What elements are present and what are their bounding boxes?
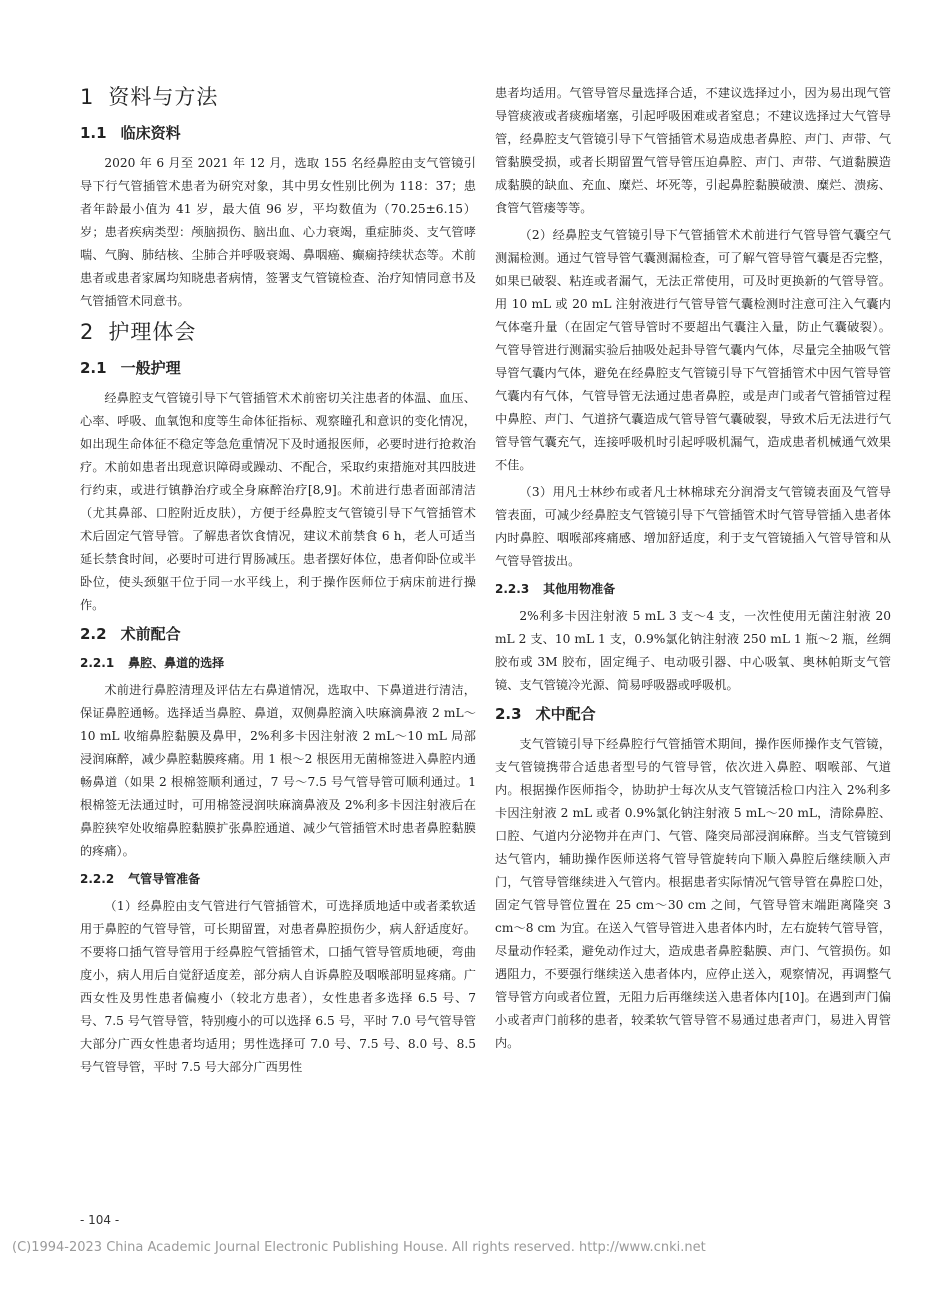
section-2-heading bbox=[80, 317, 476, 347]
section-2-2-1-heading bbox=[80, 653, 476, 673]
section-1-heading bbox=[80, 82, 476, 112]
paragraph-nasal-passage: 术前进行鼻腔清理及评估左右鼻道情况，选取中、下鼻道进行清洁，保证鼻腔通畅。选择适当鼻腔、鼻道，双侧鼻腔滴入呋麻滴鼻液 2 mL～10 mL 收缩鼻腔黏膜及鼻甲，2%利多卡因注射液 2 mL～10 mL 局部浸润麻醉，减少鼻腔黏膜疼痛。用 1 根～2 根医用无菌棉签进入鼻腔内通畅鼻道（如果 2 根棉签顺利通过，7 号～7.5 号气管导管可顺利通过。1 根棉签无法通过时，可用棉签浸润呋麻滴鼻液及 2%利多卡因注射液后在鼻腔狭窄处收缩鼻腔黏膜扩张鼻腔通道、减少气管插管术时患者鼻腔黏膜的疼痛）。 bbox=[80, 683, 476, 858]
section-title: 术前配合 bbox=[120, 625, 181, 643]
section-number: 2 bbox=[80, 320, 95, 344]
section-title: 术中配合 bbox=[535, 705, 596, 723]
section-title: 资料与方法 bbox=[108, 85, 219, 109]
section-number: 2.2.2 bbox=[80, 872, 115, 886]
section-2-3-heading bbox=[495, 703, 891, 725]
paragraph-clinical-data: 2020 年 6 月至 2021 年 12 月，选取 155 名经鼻腔由支气管镜引导下行气管插管术患者为研究对象，其中男女性别比例为 118：37；患者年龄最小值为 41 岁，最大值 96 岁，平均数值为（70.25±6.15）岁；患者疾病类型：颅脑损伤、脑出血、心力衰竭，重症肺炎、支气管哮喘、气胸、肺结核、尘肺合并呼吸衰竭、鼻咽癌、癫痫持续状态等。术前患者或患者家属均知晓患者病情，签署支气管镜检查、治疗知情同意书及气管插管术同意书。 bbox=[80, 156, 476, 308]
section-number: 2.2.3 bbox=[495, 582, 530, 596]
section-title: 气管导管准备 bbox=[128, 872, 201, 886]
section-number: 1.1 bbox=[80, 124, 107, 142]
section-title: 一般护理 bbox=[120, 359, 181, 377]
paragraph-tube-prep-1-cont: 患者均适用。气管导管尽量选择合适，不建议选择过小，因为易出现气管导管痰液或者痰痂堵塞，引起呼吸困难或者窒息；不建议选择过大气管导管，经鼻腔支气管镜引导下气管插管术易造成患者鼻腔、声门、声带、气管黏膜受损，或者长期留置气管导管压迫鼻腔、声门、声带、气道黏膜造成黏膜的缺血、充血、糜烂、坏死等，引起鼻腔黏膜破溃、糜烂、溃疡、食管气管瘘等等。 bbox=[495, 86, 891, 215]
paragraph-tube-prep-2: （2）经鼻腔支气管镜引导下气管插管术术前进行气管导管气囊空气测漏检测。通过气管导管气囊测漏检查，可了解气管导管气囊是否完整，如果已破裂、粘连或者漏气，无法正常使用，可及时更换新的气管导管。用 10 mL 或 20 mL 注射液进行气管导管气囊检测时注意可注入气囊内气体毫升量（在固定气管导管时不要超出气囊注入量，防止气囊破裂）。气管导管进行测漏实验后抽吸处起卦导管气囊内气体，尽量完全抽吸气管导管气囊内气体，避免在经鼻腔支气管镜引导下气管插管术中因气管导管气囊内有气体，气管导管无法通过患者鼻腔，或是声门或者气管插管过程中鼻腔、声门、气道挤气囊造成气管导管气囊破裂，导致术后无法进行气管导管气囊充气，连接呼吸机时引起呼吸机漏气，造成患者机械通气效果不佳。 bbox=[495, 228, 891, 472]
paragraph-general-care: 经鼻腔支气管镜引导下气管插管术术前密切关注患者的体温、血压、心率、呼吸、血氧饱和度等生命体征指标、观察瞳孔和意识的变化情况，如出现生命体征不稳定等急危重情况下及时通报医师，必要时进行抢救治疗。术前如患者出现意识障碍或躁动、不配合，采取约束措施对其四肢进行约束，或进行镇静治疗或全身麻醉治疗[8,9]。术前进行患者面部清洁（尤其鼻部、口腔附近皮肤），方便于经鼻腔支气管镜引导下气管插管术术后固定气管导管。了解患者饮食情况，建议术前禁食 6 h，老人可适当延长禁食时间，必要时可进行胃肠减压。患者摆好体位，患者仰卧位或半卧位，使头颈躯干位于同一水平线上，利于操作医师位于病床前进行操作。 bbox=[80, 391, 476, 612]
section-number: 1 bbox=[80, 85, 95, 109]
section-2-2-2-heading bbox=[80, 869, 476, 889]
left-column bbox=[80, 82, 476, 1083]
paragraph-tube-prep-3: （3）用凡士林纱布或者凡士林棉球充分润滑支气管镜表面及气管导管表面，可减少经鼻腔支气管镜引导下气管插管术时气管导管插入患者体内时鼻腔、咽喉部疼痛感、增加舒适度，利于支气管镜插入气管导管和从气管导管拔出。 bbox=[495, 485, 891, 568]
section-2-1-heading bbox=[80, 357, 476, 379]
section-title: 鼻腔、鼻道的选择 bbox=[128, 656, 225, 670]
paragraph-intraoperative: 支气管镜引导下经鼻腔行气管插管术期间，操作医师操作支气管镜，支气管镜携带合适患者型号的气管导管，依次进入鼻腔、咽喉部、气道内。根据操作医师指令，协助护士每次从支气管镜活检口内注入 2%利多卡因注射液 2 mL 或者 0.9%氯化钠注射液 5 mL～20 mL，清除鼻腔、口腔、气道内分泌物并在声门、气管、隆突局部浸润麻醉。当支气管镜到达气管内，辅助操作医师送将气管导管旋转向下顺入鼻腔后继续顺入声门，气管导管继续进入气管内。根据患者实际情况气管导管在鼻腔口处，固定气管导管位置在 25 cm～30 cm 之间，气管导管末端距离隆突 3 cm～8 cm 为宜。在送入气管导管进入患者体内时，左右旋转气管导管，尽量动作轻柔，避免动作过大，造成患者鼻腔黏膜、声门、气管损伤。如遇阻力，不要强行继续送入患者体内，应停止送入，观察情况，再调整气管导管方向或者位置，无阻力后再继续送入患者体内[10]。在遇到声门偏小或者声门前移的患者，较柔软气管导管不易通过患者声门，易进入胃管内。 bbox=[495, 737, 891, 1050]
page-number: - 104 - bbox=[80, 1213, 120, 1227]
section-number: 2.2.1 bbox=[80, 656, 115, 670]
paragraph-tube-prep-1: （1）经鼻腔由支气管进行气管插管术，可选择质地适中或者柔软适用于鼻腔的气管导管，可长期留置，对患者鼻腔损伤少，病人舒适度好。不要将口插气管导管用于经鼻腔气管插管术，口插气管导管质地硬，弯曲度小，病人用后自觉舒适度差，部分病人自诉鼻腔及咽喉部明显疼痛。广西女性及男性患者偏瘦小（较北方患者），女性患者多选择 6.5 号、7 号、7.5 号气管导管，特别瘦小的可以选择 6.5 号，平时 7.0 号气管导管大部分广西女性患者均适用；男性选择可 7.0 号、7.5 号、8.0 号、8.5 号气管导管，平时 7.5 号大部分广西男性 bbox=[80, 899, 476, 1074]
section-1-1-heading bbox=[80, 122, 476, 144]
section-number: 2.1 bbox=[80, 359, 107, 377]
section-number: 2.3 bbox=[495, 705, 522, 723]
section-number: 2.2 bbox=[80, 625, 107, 643]
paragraph-other-supplies: 2%利多卡因注射液 5 mL 3 支～4 支，一次性使用无菌注射液 20 mL 2 支、10 mL 1 支，0.9%氯化钠注射液 250 mL 1 瓶～2 瓶，丝绸胶布或 3M 胶布，固定绳子、电动吸引器、中心吸氧、奥林帕斯支气管镜、支气管镜冷光源、简易呼吸器或呼吸机。 bbox=[495, 609, 891, 692]
section-2-2-heading bbox=[80, 623, 476, 645]
section-title: 其他用物准备 bbox=[543, 582, 616, 596]
section-title: 护理体会 bbox=[108, 320, 197, 344]
right-column bbox=[495, 82, 891, 1059]
section-2-2-3-heading bbox=[495, 579, 891, 599]
copyright-notice: (C)1994-2023 China Academic Journal Electronic Publishing House. All rights reserved. http://www.cnki.net bbox=[12, 1240, 706, 1255]
section-title: 临床资料 bbox=[120, 124, 181, 142]
